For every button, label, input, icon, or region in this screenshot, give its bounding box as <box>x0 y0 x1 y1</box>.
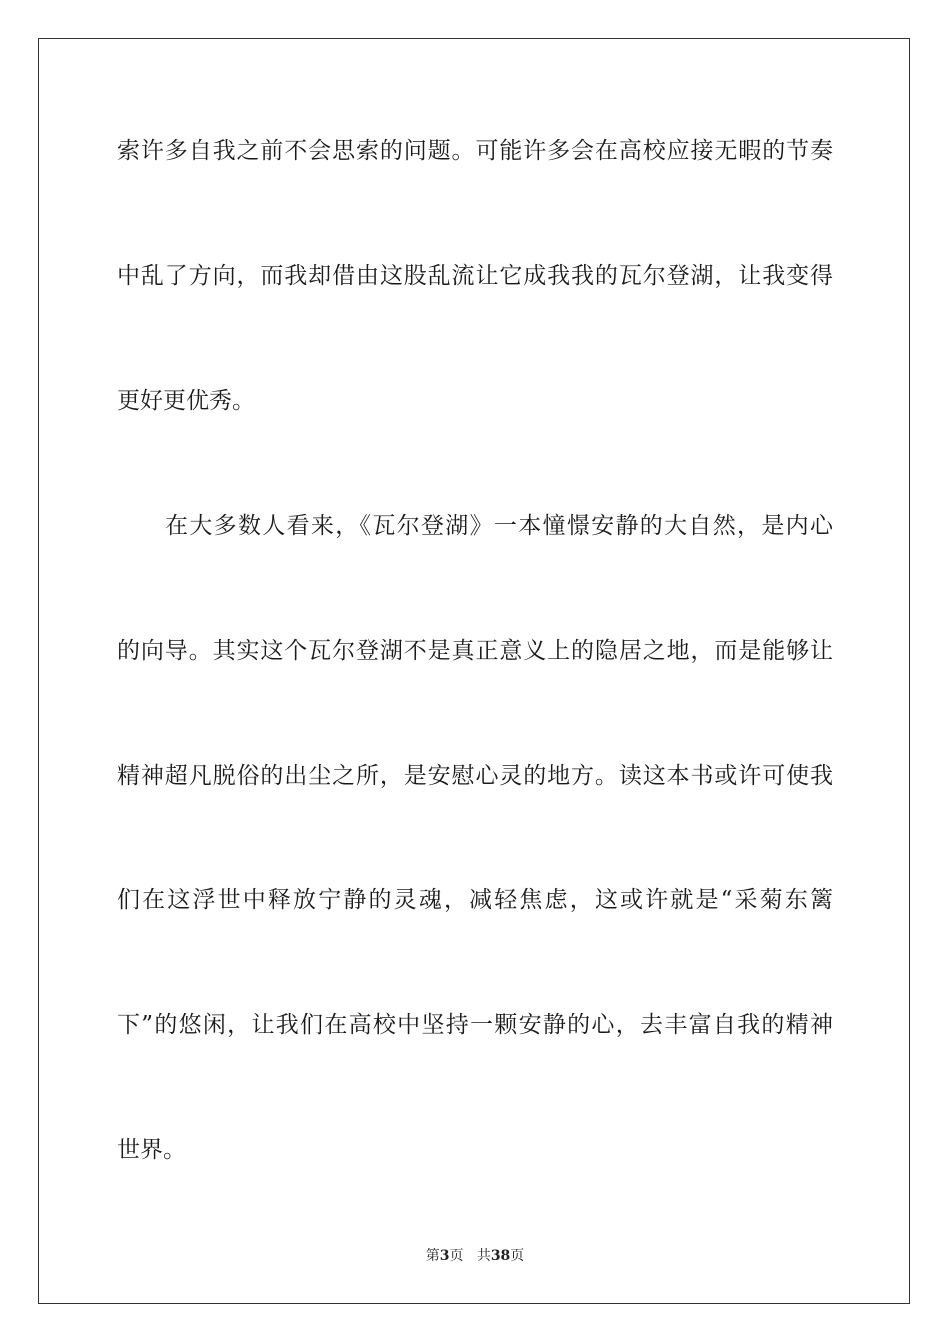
text-line: 精神超凡脱俗的出尘之所，是安慰心灵的地方。读这本书或许可使我 <box>117 763 833 789</box>
page-prefix: 第 <box>425 1248 440 1264</box>
text-line: 更好更优秀。 <box>117 388 255 414</box>
text-line: 的向导。其实这个瓦尔登湖不是真正意义上的隐居之地，而是能够让 <box>117 638 833 664</box>
page-suffix: 页 <box>449 1248 464 1264</box>
total-suffix: 页 <box>510 1248 525 1264</box>
text-line: 下”的悠闲，让我们在高校中坚持一颗安静的心，去丰富自我的精神 <box>117 1012 833 1038</box>
total-pages: 38 <box>490 1248 511 1264</box>
text-line: 们在这浮世中释放宁静的灵魂，减轻焦虑，这或许就是“采菊东篱 <box>117 887 833 913</box>
paragraph-first-line: 在大多数人看来，《瓦尔登湖》一本憧憬安静的大自然，是内心 <box>165 513 833 539</box>
text-line: 世界。 <box>117 1137 186 1163</box>
text-line: 索许多自我之前不会思索的问题。可能许多会在高校应接无暇的节奏 <box>117 138 833 164</box>
page-border <box>38 38 910 1304</box>
page-footer <box>0 1246 950 1266</box>
text-line: 中乱了方向，而我却借由这股乱流让它成我我的瓦尔登湖，让我变得 <box>117 263 833 289</box>
total-prefix: 共 <box>476 1248 491 1264</box>
page-number: 3 <box>439 1248 450 1264</box>
